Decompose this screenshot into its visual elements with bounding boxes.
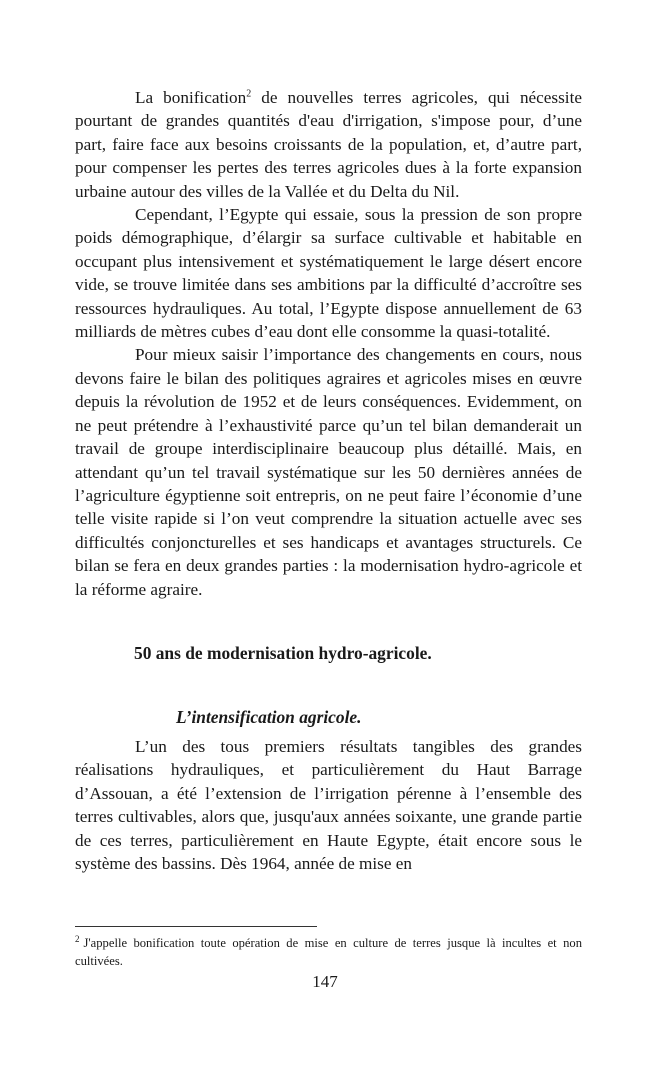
subsection-heading: L’intensification agricole. — [176, 706, 362, 727]
paragraph-text: La bonification — [135, 88, 247, 107]
paragraph-bilan: Pour mieux saisir l’importance des changements en cours, nous devons faire le bilan des politiques agraires et agricoles mises en œuvre depuis la révolution de 1952 et de leurs conséquences. Evidemment, on ne peut prétendre à l’exhaustivité parce qu’un tel bilan demanderait un travail de groupe interdisciplinaire beaucoup plus détaillé. Mais, en attendant qu’un tel travail systématique sur les 50 dernières années de l’agriculture égyptienne soit entrepris, on ne peut faire l’économie d’une telle visite rapide si l’on veut comprendre la situation actuelle avec ses difficultés conjoncturelles et ses handicaps et avantages structurels. Ce bilan se fera en deux grandes parties : la modernisation hydro-agricole et la réforme agraire. — [75, 345, 582, 599]
page-body — [75, 86, 582, 875]
paragraph-intensification: L’un des tous premiers résultats tangibles des grandes réalisations hydrauliques, et particulièrement du Haut Barrage d’Assouan, a été l’extension de l’irrigation pérenne à l’ensemble des terres cultivables, alors que, jusqu'aux années soixante, une grande partie de ces terres, particulièrement en Haute Egypte, était encore sous le système des bassins. Dès 1964, année de mise en — [75, 736, 582, 873]
paragraph-cependant: Cependant, l’Egypte qui essaie, sous la pression de son propre poids démographique, d’élargir sa surface cultivable et habitable en occupant plus intensivement et systématiquement le large désert encore vide, se trouve limitée dans ses ambitions par la difficulté d’accroître ses ressources hydrauliques. Au total, l’Egypte dispose annuellement de 63 milliards de mètres cubes d’eau dont elle consomme la quasi-totalité. — [75, 205, 582, 342]
paragraph-bonification — [75, 86, 582, 203]
spacer — [75, 665, 582, 705]
footnote — [75, 934, 582, 970]
footnote-reference[interactable]: 2 — [246, 88, 252, 100]
footnote-mark: 2 — [75, 933, 80, 944]
section-heading: 50 ans de modernisation hydro-agricole. — [134, 642, 432, 663]
footnote-divider — [75, 926, 317, 927]
spacer — [75, 601, 582, 641]
footnote-text: J'appelle bonification toute opération de mise en culture de terres jusque là incultes et non cultivées. — [75, 936, 582, 968]
paragraph-text: de nouvelles terres agricoles, qui nécessite pourtant de grandes quantités d'eau d'irrigation, s'impose pour, d’une part, faire face aux besoins croissants de la population, et, d’autre part, pour compenser les pertes des terres agricoles dues à la forte expansion urbaine autour des villes de la Vallée et du Delta du Nil. — [75, 88, 582, 201]
page-number: 147 — [312, 972, 338, 991]
